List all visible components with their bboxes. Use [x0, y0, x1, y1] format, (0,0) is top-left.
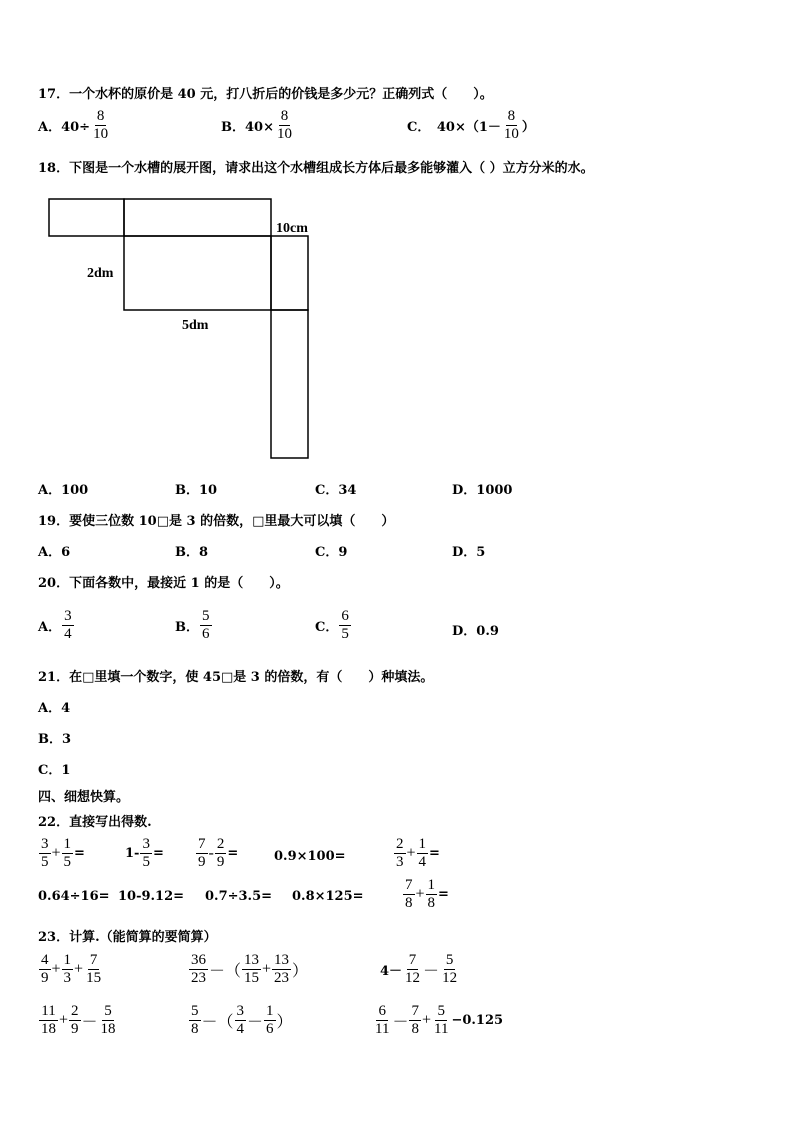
section-heading: 四、细想快算。 [38, 790, 130, 805]
q22-expr-10: $\frac{7}{8}$ + $\frac{1}{8}$ = [405, 877, 449, 911]
q21-stem: 21．在□里填一个数字，使 45□是 3 的倍数，有（ ）种填法。 [38, 670, 434, 685]
label-height: 10cm [276, 221, 308, 236]
q20-stem: 20．下面各数中，最接近 1 的是（ ）。 [38, 576, 289, 591]
net-face-side [271, 236, 308, 310]
q17-a-fraction: $\frac{8}{10}$ [93, 108, 109, 142]
q20-c-fraction: $\frac{6}{5}$ [341, 608, 349, 642]
q21-option-c[interactable]: C．1 [38, 763, 71, 778]
q20-option-d[interactable]: D．0.9 [452, 624, 499, 639]
q18-option-c[interactable]: C．34 [315, 483, 357, 498]
q21-option-b[interactable]: B．3 [38, 732, 72, 747]
q22-expr-4: 0.9×100= [274, 849, 346, 864]
q17-c-suffix: ） [521, 120, 535, 135]
net-face-top-middle [124, 199, 271, 236]
q20-option-a[interactable] [38, 608, 75, 643]
q17-c-fraction: $\frac{8}{10}$ [503, 108, 519, 142]
q20-a-prefix: A． [38, 620, 62, 635]
q20-b-fraction: $\frac{5}{6}$ [202, 608, 210, 642]
q17-b-fraction: $\frac{8}{10}$ [276, 108, 292, 142]
q18-option-d[interactable]: D．1000 [452, 483, 513, 498]
label-length: 5dm [182, 318, 209, 333]
q23-calc-5: $\frac{5}{8}$ －（ $\frac{3}{4}$ － $\frac{1}{6}$ ） [191, 1003, 293, 1037]
q23-calc-3: 4－ $\frac{7}{12}$ － $\frac{5}{12}$ [380, 952, 458, 986]
q22-expr-3: $\frac{7}{9}$ - $\frac{2}{9}$ = [198, 836, 239, 870]
q19-option-d[interactable]: D．5 [452, 545, 486, 560]
q17-b-prefix: B．40× [221, 120, 274, 135]
q23-calc-2: $\frac{36}{23}$ －（ $\frac{13}{15}$ + $\frac{13}{23}$ ） [191, 952, 309, 986]
q21-option-a[interactable]: A．4 [38, 701, 71, 716]
q20-c-prefix: C． [315, 620, 339, 635]
q23-calc-6: $\frac{6}{11}$ － $\frac{7}{8}$ + $\frac{5}{11}$ −0.125 [375, 1003, 504, 1037]
q20-option-c[interactable] [315, 608, 352, 643]
q20-a-fraction: $\frac{3}{4}$ [64, 608, 72, 642]
q22-expr-2: 1- $\frac{3}{5}$ = [125, 836, 164, 870]
q22-expr-8: 0.7÷3.5= [205, 889, 273, 904]
q18-option-a[interactable]: A．100 [38, 483, 89, 498]
q23-calc-4: $\frac{11}{18}$ + $\frac{2}{9}$ － $\frac{5}{18}$ [41, 1003, 116, 1037]
net-face-long [271, 310, 308, 458]
q19-option-b[interactable]: B．8 [175, 545, 209, 560]
q22-expr-6: 0.64÷16= [38, 889, 110, 904]
q19-stem: 19．要使三位数 10□是 3 的倍数，□里最大可以填（ ） [38, 514, 395, 529]
q17-a-prefix: A．40÷ [38, 120, 91, 135]
q20-b-prefix: B． [175, 620, 199, 635]
label-width: 2dm [87, 266, 114, 281]
q23-calc-1: $\frac{4}{9}$ + $\frac{1}{3}$ + $\frac{7}{15}$ [41, 952, 102, 986]
q19-option-a[interactable]: A．6 [38, 545, 71, 560]
q18-stem: 18．下图是一个水槽的展开图，请求出这个水槽组成长方体后最多能够灌入（ ）立方分米的水。 [38, 161, 594, 176]
q22-expr-7: 10-9.12= [118, 889, 185, 904]
q20-option-b[interactable] [175, 608, 213, 643]
q22-expr-5: $\frac{2}{3}$ + $\frac{1}{4}$ = [396, 836, 440, 870]
net-face-bottom [124, 236, 271, 310]
net-face-top-left [49, 199, 124, 236]
q22-expr-9: 0.8×125= [292, 889, 364, 904]
q22-stem: 22．直接写出得数. [38, 815, 152, 830]
q19-option-c[interactable]: C．9 [315, 545, 348, 560]
q18-option-b[interactable]: B．10 [175, 483, 218, 498]
q22-expr-1: $\frac{3}{5}$ + $\frac{1}{5}$ = [41, 836, 85, 870]
q23-stem: 23．计算.（能简算的要简算） [38, 930, 217, 945]
q17-stem: 17．一个水杯的原价是 40 元，打八折后的价钱是多少元？正确列式（ ）。 [38, 87, 493, 102]
q17-c-prefix: C． 40×（1－ [407, 120, 501, 135]
